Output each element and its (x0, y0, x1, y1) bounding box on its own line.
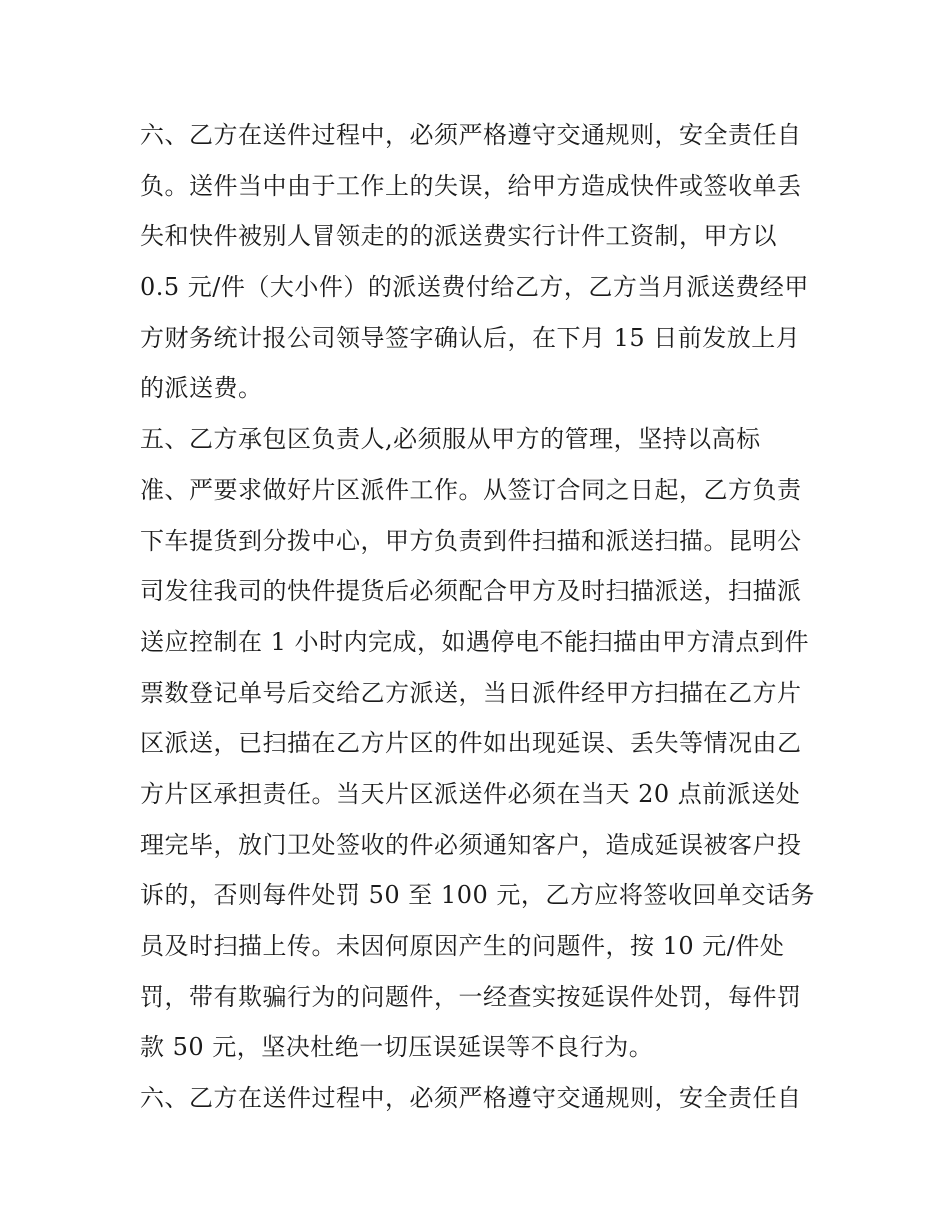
text-line: 理完毕，放门卫处签收的件必须通知客户，造成延误被客户投 (140, 830, 802, 859)
text-line: 票数登记单号后交给乙方派送，当日派件经甲方扫描在乙方片 (140, 678, 802, 707)
text-line: 方片区承担责任。当天片区派送件必须在当天 20 点前派送处 (140, 779, 801, 808)
text-line: 方财务统计报公司领导签字确认后，在下月 15 日前发放上月 (140, 323, 801, 352)
text-line: 失和快件被别人冒领走的的派送费实行计件工资制，甲方以 (140, 222, 777, 251)
text-line: 区派送，已扫描在乙方片区的件如出现延误、丢失等情况由乙 (140, 729, 802, 758)
contract-text (140, 110, 820, 1124)
text-line: 准、严要求做好片区派件工作。从签订合同之日起，乙方负责 (140, 475, 802, 504)
text-line: 负。送件当中由于工作上的失误，给甲方造成快件或签收单丢 (140, 171, 802, 200)
text-line: 诉的，否则每件处罚 50 至 100 元，乙方应将签收回单交话务 (140, 881, 815, 910)
text-line: 五、乙方承包区负责人,必须服从甲方的管理，坚持以高标 (140, 425, 761, 454)
text-line: 六、乙方在送件过程中，必须严格遵守交通规则，安全责任自 (140, 121, 802, 149)
text-line: 款 50 元，坚决杜绝一切压误延误等不良行为。 (140, 1033, 654, 1062)
text-line: 的派送费。 (140, 374, 263, 403)
text-line: 下车提货到分拨中心，甲方负责到件扫描和派送扫描。昆明公 (140, 526, 802, 555)
text-line: 员及时扫描上传。未因何原因产生的问题件，按 10 元/件处 (140, 932, 785, 960)
text-line: 六、乙方在送件过程中，必须严格遵守交通规则，安全责任自 (140, 1084, 802, 1113)
text-line: 司发往我司的快件提货后必须配合甲方及时扫描派送，扫描派 (140, 577, 802, 606)
text-line: 0.5 元/件（大小件）的派送费付给乙方，乙方当月派送费经甲 (140, 273, 809, 302)
text-line: 送应控制在 1 小时内完成，如遇停电不能扫描由甲方清点到件 (140, 627, 810, 656)
text-line: 罚，带有欺骗行为的问题件，一经查实按延误件处罚，每件罚 (140, 982, 802, 1011)
